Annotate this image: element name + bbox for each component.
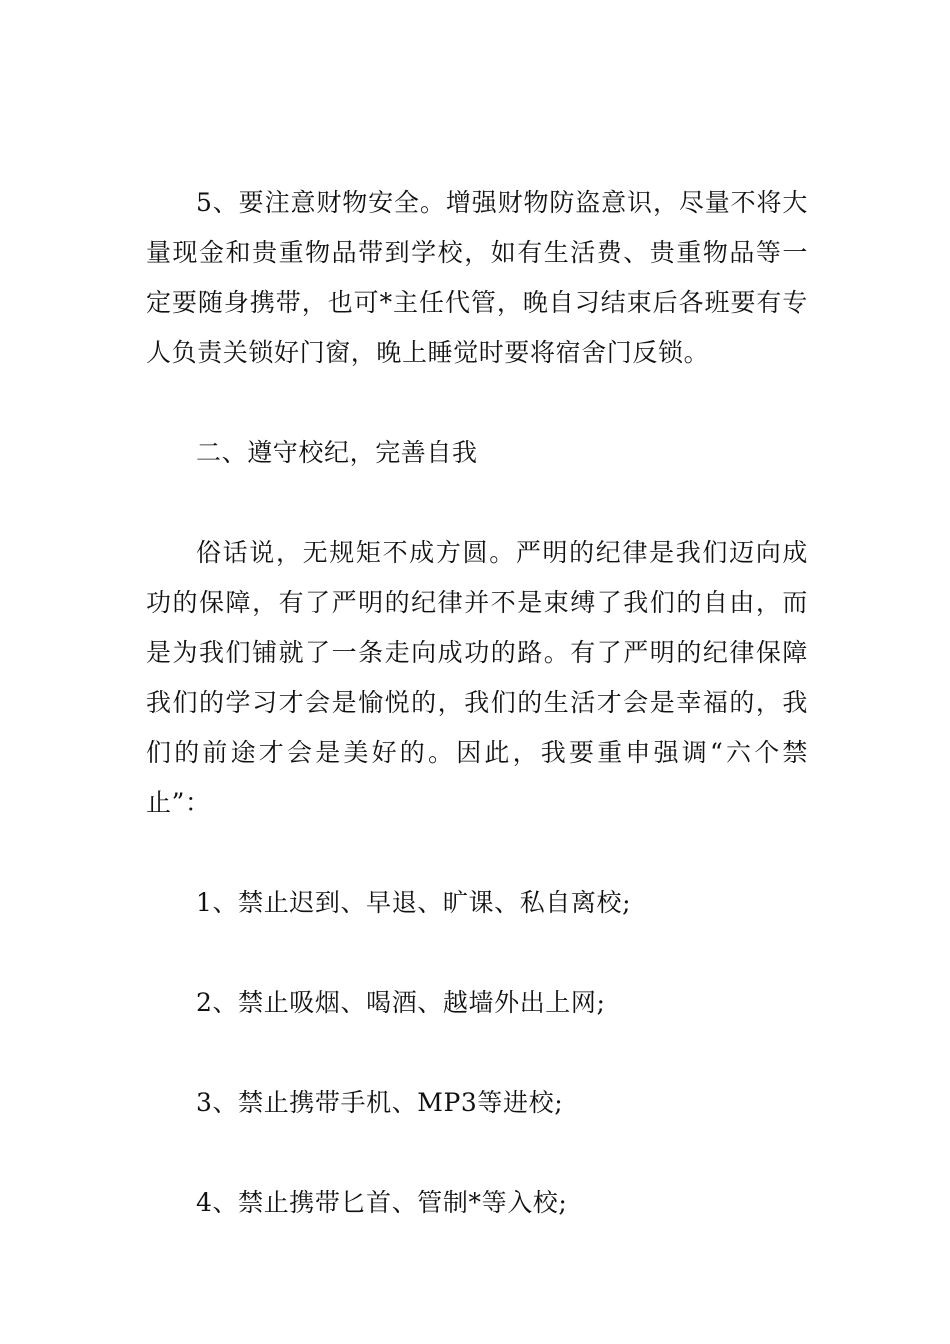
section-heading-discipline: 二、遵守校纪，完善自我: [196, 438, 478, 467]
list-item-prohibition-4: 4、禁止携带匕首、管制*等入校;: [196, 1188, 568, 1217]
list-item-prohibition-1: 1、禁止迟到、早退、旷课、私自离校;: [196, 888, 632, 917]
spacer: [146, 1128, 808, 1178]
spacer: [146, 378, 808, 428]
spacer: [146, 928, 808, 978]
paragraph-discipline-intro: 俗话说，无规矩不成方圆。严明的纪律是我们迈向成功的保障，有了严明的纪律并不是束缚了我们的自由，而是为我们铺就了一条走向成功的路。有了严明的纪律保障我们的学习才会是愉悦的，我们的生活才会是幸福的，我们的前途才会是美好的。因此，我要重申强调“六个禁止”：: [146, 538, 808, 817]
list-item-prohibition-3: 3、禁止携带手机、MP3等进校;: [196, 1088, 564, 1117]
spacer: [146, 478, 808, 528]
list-item-prohibition-2: 2、禁止吸烟、喝酒、越墙外出上网;: [196, 988, 606, 1017]
spacer: [146, 1028, 808, 1078]
document-body: [146, 178, 808, 1228]
paragraph-property-safety: 5、要注意财物安全。增强财物防盗意识，尽量不将大量现金和贵重物品带到学校，如有生活费、贵重物品等一定要随身携带，也可*主任代管，晚自习结束后各班要有专人负责关锁好门窗，晚上睡觉时要将宿舍门反锁。: [146, 188, 808, 367]
spacer: [146, 828, 808, 878]
